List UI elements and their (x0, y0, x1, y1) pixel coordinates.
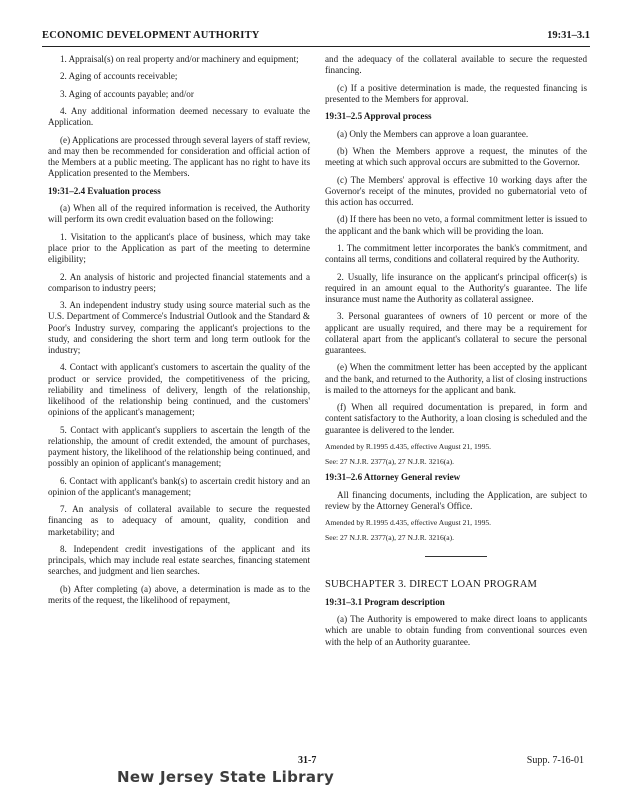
paragraph: (d) If there has been no veto, a formal commitment letter is issued to the applicant and the bank which will be providing the loan. (325, 214, 587, 236)
paragraph: 3. Aging of accounts payable; and/or (60, 88, 194, 99)
section-heading: 19:31–2.5 Approval process (325, 111, 432, 122)
amendment-note: See: 27 N.J.R. 2377(a), 27 N.J.R. 3216(a). (325, 533, 455, 543)
paragraph: 5. Contact with applicant's suppliers to ascertain the length of the relationship, the amount of credit extended, the amount of purchases, payment history, the likelihood of the relationship being continued, and possibly an opinion of applicant's management; (48, 424, 310, 469)
paragraph: 2. Aging of accounts receivable; (60, 71, 178, 82)
paragraph: (e) When the commitment letter has been accepted by the applicant and the bank, and returned to the Authority, a list of closing instructions is mailed to the attorneys for the applicant and bank. (325, 362, 587, 395)
section-divider (425, 556, 487, 557)
page-number: 31-7 (298, 755, 317, 766)
paragraph: (e) Applications are processed through several layers of staff review, and may then be recommended for consideration and official action of the Members at a public meeting. The applicant has no right to have its Application presented to the Members. (48, 134, 310, 179)
paragraph: 3. An independent industry study using source material such as the U.S. Department of Commerce's Industrial Outlook and the Standard & Poor's Industry survey, comparing the applicant's projections to the study, and considering the short term and long term outlook for the industry; (48, 300, 310, 355)
amendment-note: See: 27 N.J.R. 2377(a), 27 N.J.R. 3216(a). (325, 457, 455, 467)
paragraph: 1. Visitation to the applicant's place of business, which may take place prior to the Application as part of the meeting to determine eligibility; (48, 231, 310, 265)
section-heading: 19:31–2.4 Evaluation process (48, 185, 161, 196)
header-rule (42, 46, 590, 47)
paragraph: 4. Any additional information deemed necessary to evaluate the Application. (48, 106, 310, 128)
sub-paragraph: 1. The commitment letter incorporates the bank's commitment, and contains all terms, conditions and collateral required by the Authority. (325, 242, 587, 265)
running-header (42, 28, 590, 46)
paragraph: 4. Contact with applicant's customers to ascertain the quality of the product or service provided, the competitiveness of the pricing, reliability and timeliness of delivery, length of the relationship, likelihood of the relationship being continued, and the customers' opinions of the applicant's management; (48, 362, 310, 418)
supplement-date: Supp. 7-16-01 (526, 755, 584, 766)
subchapter-heading: SUBCHAPTER 3. DIRECT LOAN PROGRAM (325, 579, 538, 591)
library-stamp: New Jersey State Library (117, 768, 335, 786)
paragraph: (b) When the Members approve a request, the minutes of the meeting at which such approval occurs are submitted to the Governor. (325, 145, 587, 168)
header-section-number: 19:31–3.1 (547, 30, 590, 41)
section-heading: 19:31–2.6 Attorney General review (325, 472, 461, 483)
paragraph: 2. An analysis of historic and projected financial statements and a comparison to industry peers; (48, 271, 310, 293)
paragraph: 8. Independent credit investigations of the applicant and its principals, which may include real estate searches, financing statement searches, and judgment and lien searches. (48, 543, 310, 577)
paragraph: (c) If a positive determination is made, the requested financing is presented to the Members for approval. (325, 82, 587, 104)
paragraph: and the adequacy of the collateral available to secure the requested financing. (325, 54, 587, 76)
paragraph: (a) The Authority is empowered to make direct loans to applicants which are unable to obtain funding from conventional sources even with the help of an Authority guarantee. (325, 614, 587, 647)
paragraph: 1. Appraisal(s) on real property and/or machinery and equipment; (60, 54, 299, 64)
amendment-note: Amended by R.1995 d.435, effective August 21, 1995. (325, 441, 492, 451)
left-column (48, 54, 310, 612)
sub-paragraph: 2. Usually, life insurance on the applicant's principal officer(s) is required in an amount equal to the Authority's guarantee. The life insurance must name the Authority as collateral assignee. (325, 271, 587, 304)
paragraph: (b) After completing (a) above, a determination is made as to the merits of the request, the likelihood of repayment, (48, 583, 310, 605)
sub-paragraph: 3. Personal guarantees of owners of 10 percent or more of the applicant are usually required, and there may be a requirement for collateral apart from the applicant's collateral to secure the personal guarantees. (325, 311, 587, 355)
amendment-note: Amended by R.1995 d.435, effective August 21, 1995. (325, 518, 492, 528)
paragraph: (c) The Members' approval is effective 10 working days after the Governor's receipt of the minutes, provided no gubernatorial veto of this action has occurred. (325, 174, 587, 207)
paragraph: 7. An analysis of collateral available to secure the requested financing as to adequacy of amount, quality, condition and marketability; and (48, 504, 310, 537)
paragraph: (a) Only the Members can approve a loan guarantee. (337, 128, 529, 139)
section-heading: 19:31–3.1 Program description (325, 596, 445, 607)
header-title: ECONOMIC DEVELOPMENT AUTHORITY (42, 30, 260, 41)
paragraph: All financing documents, including the Application, are subject to review by the Attorney General's Office. (325, 489, 587, 511)
right-column (325, 54, 587, 654)
paragraph: (f) When all required documentation is prepared, in form and content satisfactory to the Authority, a loan closing is scheduled and the guarantee is delivered to the lender. (325, 402, 587, 435)
paragraph: (a) When all of the required information is received, the Authority will perform its own credit evaluation based on the following: (48, 203, 310, 225)
paragraph: 6. Contact with applicant's bank(s) to ascertain credit history and an opinion of the applicant's management; (48, 475, 310, 497)
